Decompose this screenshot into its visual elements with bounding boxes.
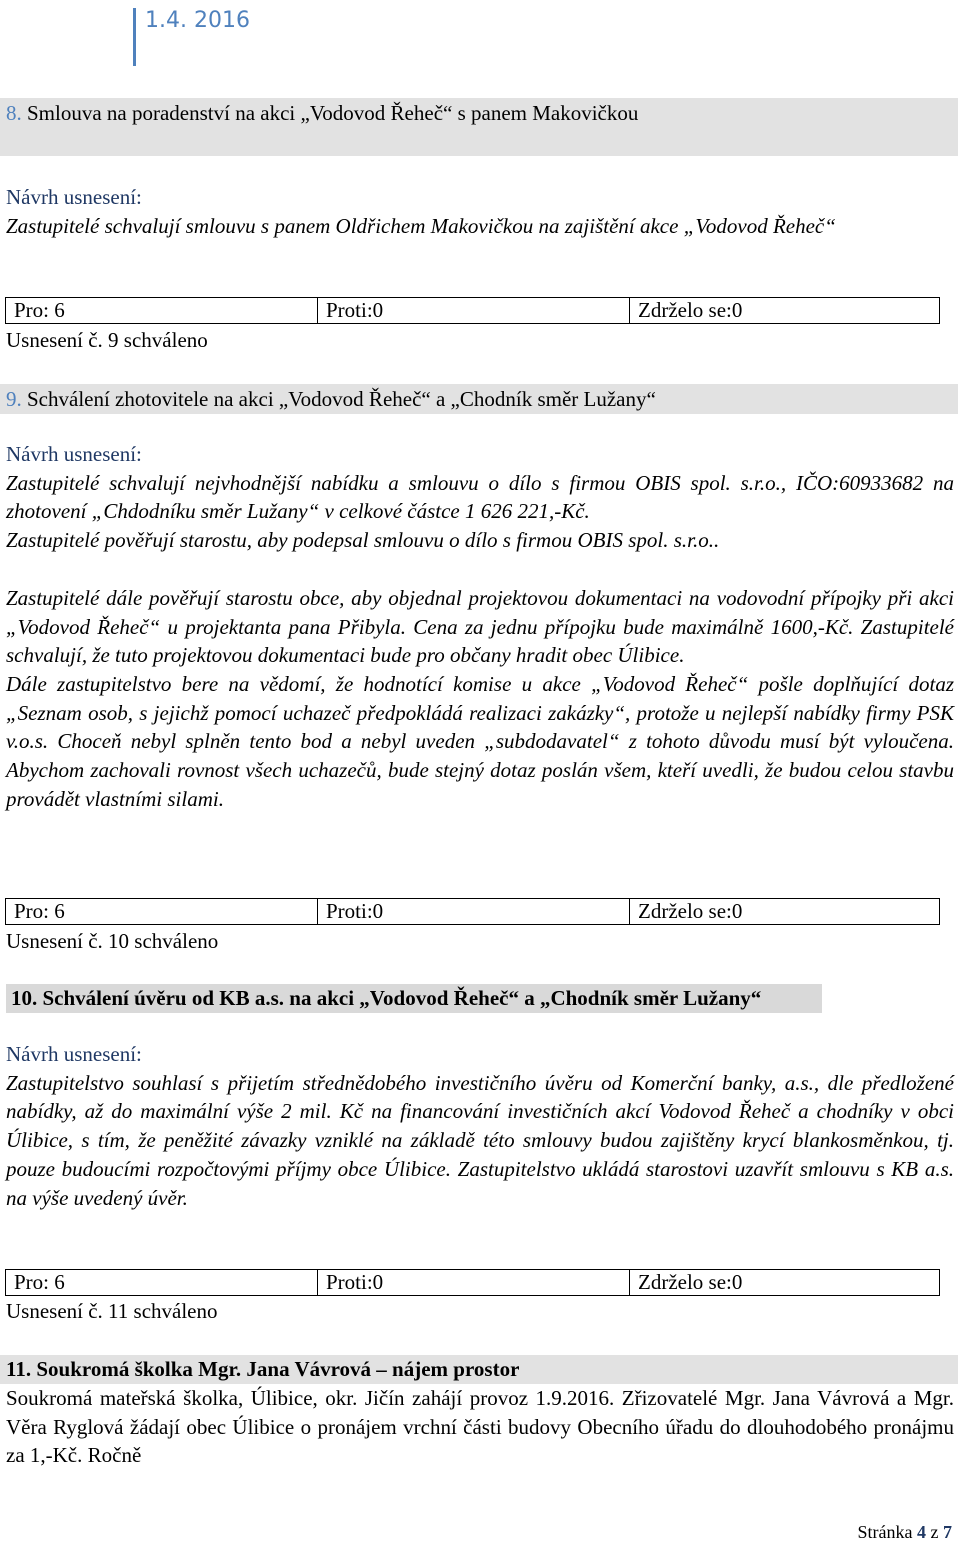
section-9-paragraph-1 (6, 584, 954, 670)
section-8-proposal (6, 183, 954, 240)
vote-pro: Pro: 6 (6, 899, 318, 924)
section-11-text: Soukromá mateřská školka, Úlibice, okr. Jičín zahájí provoz 1.9.2016. Zřizovatelé Mgr. Jana Vávrová a Mgr. Věra Ryglová žádají obec Úlibice o pronájem vrchní části budovy Obecního úřadu do dlouhodobého pronájmu za 1,-Kč. Ročně (6, 1386, 954, 1468)
vote-pro: Pro: 6 (6, 298, 318, 323)
section-9-heading (0, 384, 958, 414)
section-10-vote-table (5, 1269, 940, 1296)
footer-total: 7 (943, 1522, 952, 1542)
section-9-navrh-plain: Zastupitelé pověřují starostu, aby podepsal smlouvu o dílo s firmou OBIS spol. s.r.o.. (6, 528, 720, 553)
footer-prefix: Stránka (857, 1522, 917, 1542)
section-10-navrh-italic: Zastupitelstvo souhlasí s přijetím střednědobého investičního úvěru od Komerční banky, a.s., dle předložené nabídky, (6, 1070, 954, 1124)
section-9-paragraph-2: Dále zastupitelstvo bere na vědomí, že hodnotící komise u akce „Vodovod Řeheč“ pošle doplňující dotaz „Seznam osob, s jejichž pomocí uchazeč předpokládá realizaci zakázky“, protože u nejlepší nabídky firmy PSK v.o.s. Choceň nebyl splněn tento bod a nebyl uveden „subdodavatel“ z tohoto důvodu musí být vyloučena. Abychom zachovali rovnost všech uchazečů, bude stejný dotaz poslán všem, kteří uvedli, že budou celou stavbu provádět vlastními silami. (6, 671, 954, 811)
section-9-p1-plain: Cena za jednu přípojku bude maximálně 1600,-Kč. Zastupitelé schvalují, že tuto projektovou dokumentaci bude pro občany hradit obec Úlibice. (6, 614, 955, 668)
section-8-vote-table (5, 297, 940, 324)
section-9-number: 9. (6, 387, 22, 411)
header-accent-line (133, 8, 136, 66)
vote-zdrzelo: Zdrželo se:0 (638, 1270, 743, 1294)
section-10-navrh-label: Návrh usnesení: (6, 1042, 142, 1066)
vote-zdrzelo: Zdrželo se:0 (638, 899, 743, 923)
section-9-p1-italic: Zastupitelé dále pověřují starostu obce, aby objednal projektovou dokumentaci na vodovodní přípojky při akci „Vodovod Řeheč“ u projektanta pana Přibyla. (6, 585, 954, 639)
section-10-proposal (6, 1040, 954, 1212)
vote-proti: Proti:0 (318, 899, 630, 924)
section-10-heading: 10. Schválení úvěru od KB a.s. na akci „Vodovod Řeheč“ a „Chodník směr Lužany“ (6, 984, 822, 1013)
section-9-navrh-label: Návrh usnesení: (6, 442, 142, 466)
section-10-navrh-text (6, 1069, 954, 1213)
header-date: 1.4. 2016 (145, 8, 250, 33)
section-11-heading: 11. Soukromá školka Mgr. Jana Vávrová – nájem prostor (0, 1355, 958, 1384)
section-8-title: Smlouva na poradenství na akci „Vodovod Řeheč“ s panem Makovičkou (21, 101, 639, 125)
footer-middle: z (926, 1522, 943, 1542)
section-8-navrh-label: Návrh usnesení: (6, 185, 142, 209)
section-10-usneseni: Usnesení č. 11 schváleno (6, 1299, 218, 1323)
section-8-number: 8. (6, 101, 22, 125)
page-footer (858, 1522, 952, 1543)
section-8-usneseni: Usnesení č. 9 schváleno (6, 328, 208, 352)
section-10-navrh-plain: až do maximální výše 2 mil. Kč na financování investičních akcí Vodovod Řeheč a chodníky v obci Úlibice, s tím, že peněžité závazky vzniklé na základě této smlouvy budou zajištěny krycí blankosměnkou, tj. pouze budoucími rozpočtovými příjmy obce Úlibice. Zastupitelstvo ukládá starostovi uzavřít smlouvu s KB a.s. na výše uvedený úvěr. (6, 1099, 954, 1210)
section-9-proposal (6, 440, 954, 813)
section-9-vote-table (5, 898, 940, 925)
section-8-navrh-text: Zastupitelé schvalují smlouvu s panem Oldřichem Makovičkou na zajištění akce „Vodovod Řeheč“ (6, 213, 836, 238)
section-9-title: Schválení zhotovitele na akci „Vodovod Řeheč“ a „Chodník směr Lužany“ (21, 387, 656, 411)
section-8-heading (0, 98, 958, 156)
section-9-usneseni: Usnesení č. 10 schváleno (6, 929, 219, 953)
vote-pro: Pro: 6 (6, 1270, 318, 1295)
section-9-navrh-italic: Zastupitelé schvalují nejvhodnější nabídku a smlouvu o dílo s firmou OBIS spol. s.r.o., IČO:60933682 na zhotovení „Chdodníku směr Lužany“ v celkové částce 1 626 221,-Kč. (6, 470, 954, 524)
vote-zdrzelo: Zdrželo se:0 (638, 298, 743, 322)
vote-proti: Proti:0 (318, 298, 630, 323)
footer-page: 4 (917, 1522, 926, 1542)
vote-proti: Proti:0 (318, 1270, 630, 1295)
